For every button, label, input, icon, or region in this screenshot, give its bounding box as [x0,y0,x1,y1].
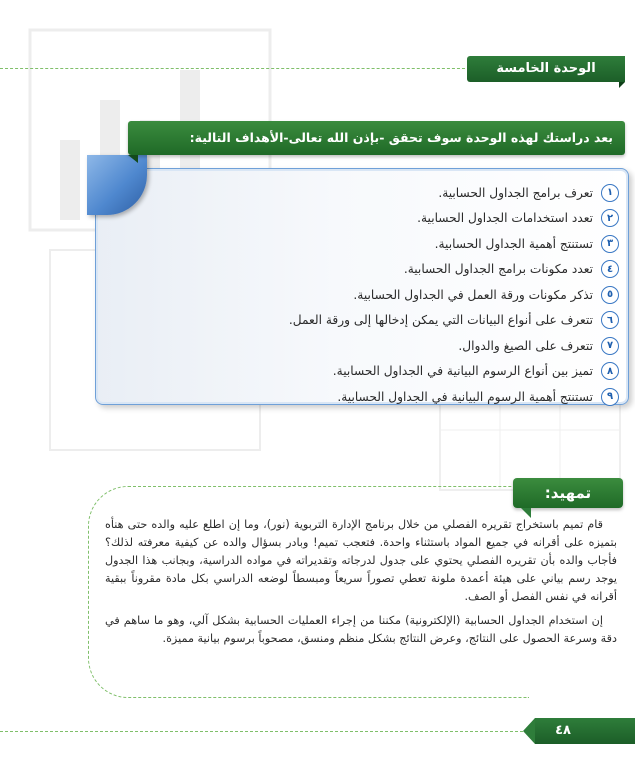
goal-item [119,206,619,232]
footer-dotted-line [0,731,523,732]
goal-item [119,257,619,283]
goal-text: تعرف برامج الجداول الحسابية. [438,185,593,200]
intro-paragraph-1: قام تميم باستخراج تقريره الفصلي من خلال برنامج الإدارة التربوية (نور)، وما إن اطلع عليه والده حتى هنأه بتميزه على أقرانه في جميع المواد باستثناء واحدة. فتعجب تميم! وبادر بسؤال والده عن كيفية معرفته لذلك؟ فأجاب والده بأن تقريره الفصلي يحتوي على جدول لدرجاته وتقديراته في مواده الدراسية، وبجانب هذا الجدول يوجد رسم بياني على هيئة أعمدة ملونة تعطي تصوراً سريعاً ومبسطاً لوضعه الدراسي بكل مادة مقروناً ببقية أقرانه في نفس الفصل أو الصف. [105,518,617,603]
goal-item [119,333,619,359]
goal-number-badge: ٦ [601,311,619,329]
goal-number-badge: ١ [601,184,619,202]
goal-text: تستنتج أهمية الرسوم البيانية في الجداول الحسابية. [337,389,593,404]
goal-item [119,282,619,308]
goal-text: تميز بين أنواع الرسوم البيانية في الجداول الحسابية. [332,364,593,379]
goal-text: تستنتج أهمية الجداول الحسابية. [434,236,593,251]
goal-text: تذكر مكونات ورقة العمل في الجداول الحسابية. [353,287,593,302]
goal-number-badge: ٣ [601,235,619,253]
goal-item [119,359,619,385]
goal-number-badge: ٧ [601,337,619,355]
goal-text: تتعرف على الصيغ والدوال. [458,338,593,353]
goal-text: تعدد مكونات برامج الجداول الحسابية. [403,262,593,277]
page-number-tip [523,718,535,744]
goal-number-badge: ٥ [601,286,619,304]
goals-list [119,180,619,410]
goal-item [119,180,619,206]
intro-title: تمهيد: [544,484,592,502]
goals-heading-banner [128,121,625,155]
goal-text: تتعرف على أنواع البيانات التي يمكن إدخالها إلى ورقة العمل. [288,313,593,328]
goal-item [119,308,619,334]
page-number: ٤٨ [555,723,571,738]
goal-item [119,384,619,410]
goals-heading: بعد دراستك لهذه الوحدة سوف تحقق -بإذن الله تعالى-الأهداف التالية: [189,130,613,145]
goal-number-badge: ٩ [601,388,619,406]
goal-item [119,231,619,257]
header-dotted-line [0,68,470,69]
unit-title-tab [467,56,625,82]
goal-number-badge: ٨ [601,362,619,380]
intro-body [105,516,617,654]
goal-text: تعدد استخدامات الجداول الحسابية. [417,211,593,226]
goal-number-badge: ٤ [601,260,619,278]
goal-number-badge: ٢ [601,209,619,227]
intro-title-tab [513,478,623,508]
unit-title: الوحدة الخامسة [496,61,596,76]
intro-paragraph-2: إن استخدام الجداول الحسابية (الإلكترونية) مكننا من إجراء العمليات الحسابية بشكل آلي، وهو ما ساهم في دقة وسرعة الحصول على النتائج، وعرض النتائج بشكل منظم ومنسق، مصحوباً برسوم بيانية مميزة. [105,614,617,645]
